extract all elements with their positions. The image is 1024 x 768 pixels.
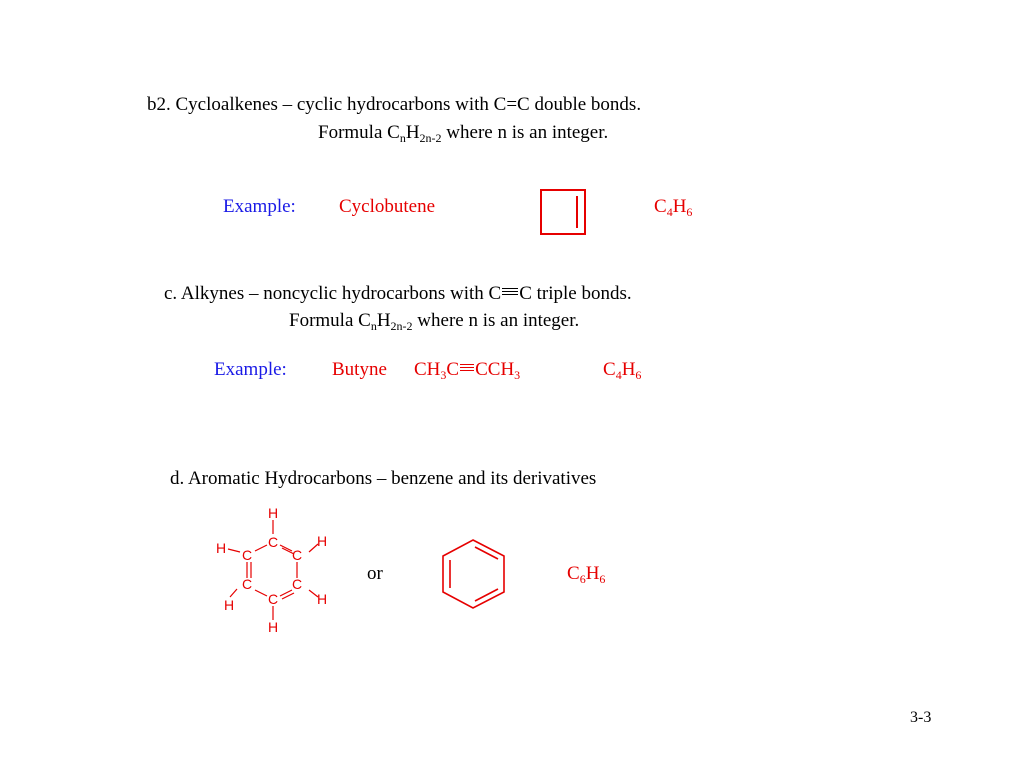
- c-atom-upper-left: C: [242, 547, 253, 563]
- example-name-cyclobutene: Cyclobutene: [339, 196, 436, 217]
- ch3-left-sub: 3: [440, 368, 447, 382]
- c-atom-upper-right: C: [292, 547, 303, 563]
- molecular-formula-butyne: [603, 359, 641, 381]
- heading-prefix: c. Alkynes – noncyclic hydrocarbons with C: [164, 283, 502, 304]
- formula-n-sub: n: [399, 131, 406, 145]
- benzene-kekule-structure: [200, 500, 350, 640]
- h-atom-upper-right: H: [317, 533, 328, 549]
- heading-c2: C: [519, 283, 532, 304]
- triple-bond-symbol: [502, 287, 518, 299]
- h-atom-upper-left: H: [216, 540, 227, 556]
- formula-n-sub: n: [370, 319, 377, 333]
- h-count: 6: [599, 572, 606, 586]
- formula-suffix: where n is an integer.: [412, 310, 580, 331]
- formula-h: H: [376, 310, 391, 331]
- double-bond-upper-right: [475, 547, 498, 559]
- triple-bond-symbol: [460, 363, 474, 375]
- formula-suffix: where n is an integer.: [441, 122, 609, 143]
- c-count: 4: [666, 205, 673, 219]
- h-count: 6: [686, 205, 693, 219]
- cyclobutene-structure: [540, 188, 586, 236]
- page-number: 3-3: [910, 709, 932, 726]
- ch3-left: CH: [414, 359, 441, 380]
- heading-alkynes: [164, 283, 632, 305]
- formula-prefix: Formula C: [318, 122, 400, 143]
- cyclobutene-ring: [541, 190, 585, 234]
- formula-cycloalkenes: [318, 122, 608, 144]
- c-atom-lower-left: C: [242, 576, 253, 592]
- or-connector: or: [367, 563, 383, 584]
- example-name-butyne: Butyne: [332, 359, 387, 380]
- c-atom-top: C: [268, 534, 279, 550]
- ch3-right-sub: 3: [514, 368, 521, 382]
- h-count: 6: [635, 368, 642, 382]
- c-count: 4: [615, 368, 622, 382]
- formula-h: H: [405, 122, 420, 143]
- h-atom-lower-left: H: [224, 597, 235, 613]
- h-atom-bottom: H: [268, 619, 279, 635]
- benzene-ring: [443, 540, 504, 608]
- formula-alkynes: [289, 310, 579, 332]
- heading-cycloalkenes: b2. Cycloalkenes – cyclic hydrocarbons with C=C double bonds.: [147, 94, 642, 115]
- example-label-cyclobutene: Example:: [223, 196, 296, 217]
- butyne-condensed-structure: [414, 359, 520, 381]
- double-bond-lower-right: [475, 589, 498, 601]
- molecular-formula-cyclobutene: [654, 196, 692, 218]
- formula-h-sub: 2n-2: [419, 131, 442, 145]
- formula-prefix: Formula C: [289, 310, 371, 331]
- h-symbol: H: [621, 359, 636, 380]
- c-atom-lower-right: C: [292, 576, 303, 592]
- h-symbol: H: [672, 196, 687, 217]
- h-atom-top: H: [268, 505, 279, 521]
- c-count: 6: [579, 572, 586, 586]
- c-symbol: C: [654, 196, 667, 217]
- molecular-formula-benzene: [567, 563, 605, 585]
- formula-h-sub: 2n-2: [390, 319, 413, 333]
- heading-suffix: triple bonds.: [531, 283, 632, 304]
- heading-aromatic: d. Aromatic Hydrocarbons – benzene and its derivatives: [170, 468, 597, 489]
- c-symbol: C: [603, 359, 616, 380]
- h-atom-lower-right: H: [317, 591, 328, 607]
- carbon-2: C: [446, 359, 460, 380]
- c-atom-bottom: C: [268, 591, 279, 607]
- example-label-butyne: Example:: [214, 359, 287, 380]
- h-symbol: H: [585, 563, 600, 584]
- c-symbol: C: [567, 563, 580, 584]
- benzene-hexagon-structure: [440, 538, 510, 610]
- cch3-right: CCH: [475, 359, 515, 380]
